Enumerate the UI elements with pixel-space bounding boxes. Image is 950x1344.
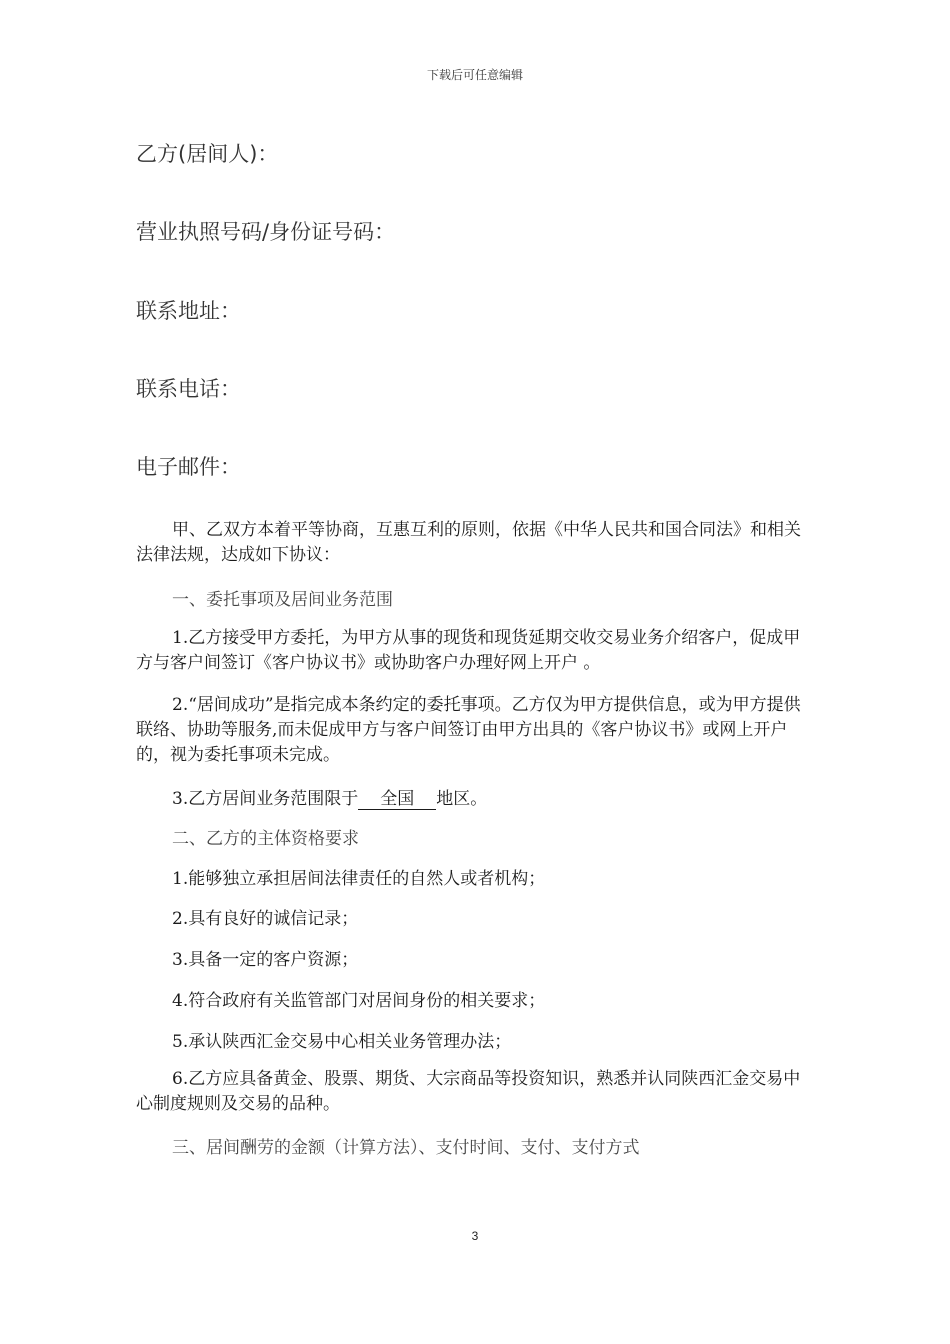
field-party-b: 乙方(居间人)： bbox=[136, 142, 279, 166]
section2-item: 4.符合政府有关监管部门对居间身份的相关要求； bbox=[172, 991, 546, 1011]
field-address: 联系地址： bbox=[136, 299, 241, 323]
section2-title: 二、乙方的主体资格要求 bbox=[172, 829, 359, 849]
section2-item: 1.能够独立承担居间法律责任的自然人或者机构； bbox=[172, 869, 546, 889]
intro-paragraph bbox=[136, 518, 816, 568]
field-license-id: 营业执照号码/身份证号码： bbox=[136, 220, 396, 244]
section2-item: 5.承认陕西汇金交易中心相关业务管理办法； bbox=[172, 1032, 512, 1052]
intro-text: 甲、乙双方本着平等协商，互惠互利的原则，依据《中华人民共和国合同法》和相关法律法规，达成如下协议： bbox=[136, 520, 801, 565]
field-phone: 联系电话： bbox=[136, 377, 241, 401]
region-field: 全国 bbox=[358, 789, 436, 810]
section2-item: 3.具备一定的客户资源； bbox=[172, 950, 359, 970]
section1-item3 bbox=[172, 784, 487, 810]
header-note: 下载后可任意编辑 bbox=[426, 68, 523, 82]
section2-item6-text: 6.乙方应具备黄金、股票、期货、大宗商品等投资知识，熟悉并认同陕西汇金交易中心制度规则及交易的品种。 bbox=[136, 1069, 801, 1114]
section1-item2-text: 2.“居间成功”是指完成本条约定的委托事项。乙方仅为甲方提供信息，或为甲方提供联络、协助等服务,而未促成甲方与客户间签订由甲方出具的《客户协议书》或网上开户的，视为委托事项未完成。 bbox=[136, 695, 801, 765]
section1-item2 bbox=[136, 693, 816, 768]
field-email: 电子邮件： bbox=[136, 455, 241, 479]
section3-title: 三、居间酬劳的金额（计算方法）、支付时间、支付、支付方式 bbox=[172, 1138, 640, 1158]
section1-item3-prefix: 3.乙方居间业务范围限于 bbox=[172, 789, 359, 809]
section2-item-6 bbox=[136, 1067, 816, 1117]
page-number: 3 bbox=[471, 1229, 479, 1243]
section1-item1-text: 1.乙方接受甲方委托，为甲方从事的现货和现货延期交收交易业务介绍客户，促成甲方与客户间签订《客户协议书》或协助客户办理好网上开户 。 bbox=[136, 628, 801, 673]
section1-item1 bbox=[136, 626, 816, 676]
section2-item: 2.具有良好的诚信记录； bbox=[172, 909, 359, 929]
section1-title: 一、委托事项及居间业务范围 bbox=[172, 590, 393, 610]
section1-item3-suffix: 地区。 bbox=[436, 789, 488, 809]
